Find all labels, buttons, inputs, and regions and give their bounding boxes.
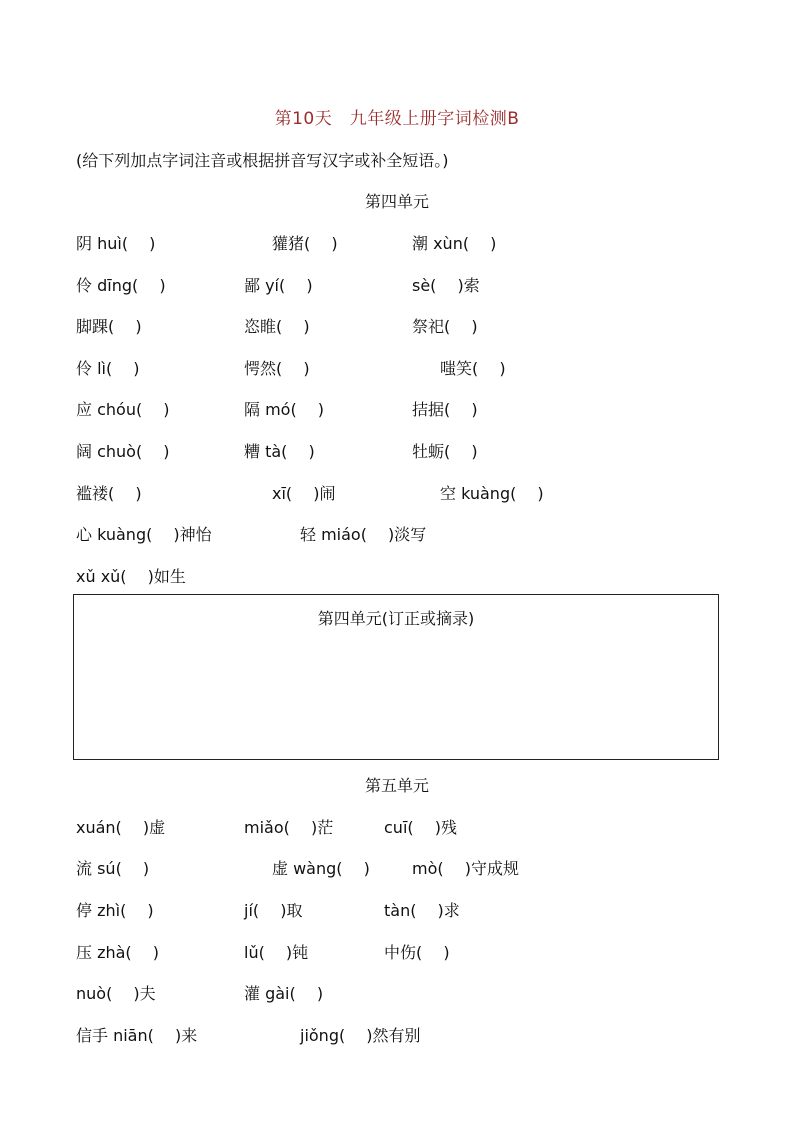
unit4-item: 心 kuàng( )神怡 xyxy=(76,525,212,544)
unit5-item: cuī( )残 xyxy=(384,818,457,837)
unit4-item: xī( )闹 xyxy=(272,484,336,503)
unit5-item: 压 zhà( ) xyxy=(76,943,160,962)
unit5-item: lǔ( )钝 xyxy=(244,943,309,962)
unit4-item: 阔 chuò( ) xyxy=(76,442,170,461)
unit4-item: 伶 lì( ) xyxy=(76,359,140,378)
unit4-item: 獾猪( ) xyxy=(272,234,338,253)
unit4-item: sè( )索 xyxy=(412,276,480,295)
unit4-item: xǔ xǔ( )如生 xyxy=(76,567,186,586)
unit5-item: 流 sú( ) xyxy=(76,859,150,878)
unit4-item: 愕然( ) xyxy=(244,359,310,378)
unit5-item: nuò( )夫 xyxy=(76,984,156,1003)
unit5-item: 灌 gài( ) xyxy=(244,984,324,1003)
unit4-item: 牡蛎( ) xyxy=(412,442,478,461)
correction-box-title: 第四单元(订正或摘录) xyxy=(317,609,475,628)
unit4-item: 脚踝( ) xyxy=(76,317,142,336)
unit5-item: jiǒng( )然有别 xyxy=(300,1026,421,1045)
unit4-item: 祭祀( ) xyxy=(412,317,478,336)
unit5-item: xuán( )虚 xyxy=(76,818,166,837)
unit5-item: 信手 niān( )来 xyxy=(76,1026,198,1045)
unit5-item: 停 zhì( ) xyxy=(76,901,154,920)
unit4-item: 糟 tà( ) xyxy=(244,442,315,461)
unit4-item: 应 chóu( ) xyxy=(76,400,170,419)
correction-box xyxy=(73,594,719,760)
unit5-item: jí( )取 xyxy=(244,901,303,920)
unit4-item: 伶 dīng( ) xyxy=(76,276,166,295)
unit4-item: 阴 huì( ) xyxy=(76,234,156,253)
unit4-item: 褴褛( ) xyxy=(76,484,142,503)
unit4-item: 轻 miáo( )淡写 xyxy=(300,525,427,544)
unit4-item: 鄙 yí( ) xyxy=(244,276,313,295)
unit5-item: 虚 wàng( ) xyxy=(272,859,370,878)
unit4-item: 拮据( ) xyxy=(412,400,478,419)
unit4-item: 恣睢( ) xyxy=(244,317,310,336)
instruction-text: (给下列加点字词注音或根据拼音写汉字或补全短语。) xyxy=(76,151,449,170)
unit5-item: tàn( )求 xyxy=(384,901,460,920)
unit5-heading: 第五单元 xyxy=(364,776,429,795)
unit5-item: 中伤( ) xyxy=(384,943,450,962)
unit4-heading: 第四单元 xyxy=(364,192,429,211)
unit4-item: 空 kuàng( ) xyxy=(440,484,544,503)
unit4-item: 隔 mó( ) xyxy=(244,400,325,419)
unit5-item: mò( )守成规 xyxy=(412,859,519,878)
page-title: 第10天 九年级上册字词检测B xyxy=(274,109,520,129)
unit4-item: 嗤笑( ) xyxy=(440,359,506,378)
unit5-item: miǎo( )茫 xyxy=(244,818,334,837)
unit4-item: 潮 xùn( ) xyxy=(412,234,497,253)
